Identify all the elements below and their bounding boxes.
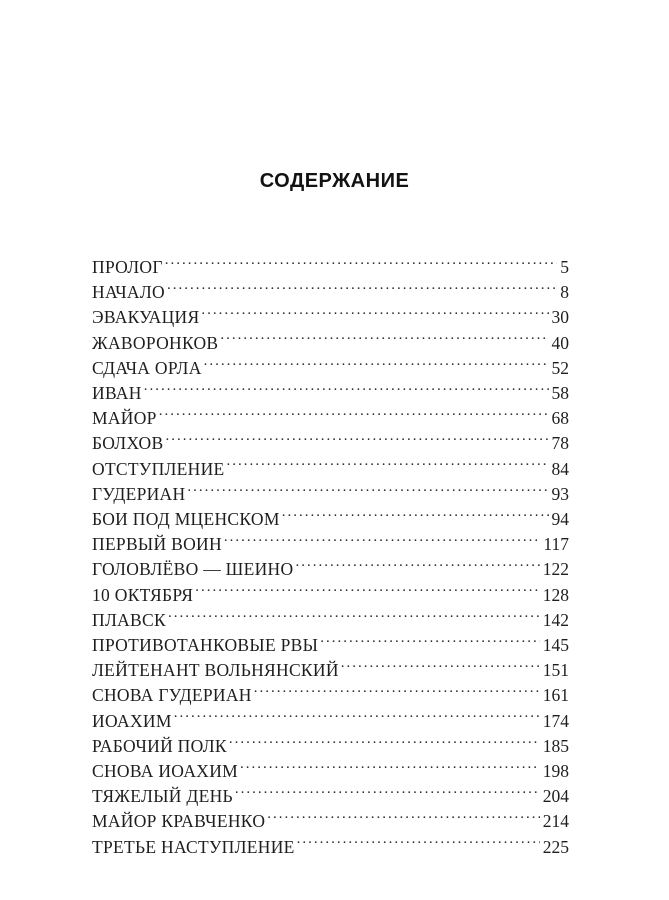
page-number: 214 (542, 811, 569, 832)
dot-leader (195, 583, 540, 601)
chapter-title: ЛЕЙТЕНАНТ ВОЛЬНЯНСКИЙ (92, 660, 339, 681)
page-number: 185 (542, 735, 569, 756)
chapter-title: 10 ОКТЯБРЯ (92, 584, 194, 605)
toc-row (92, 532, 569, 557)
toc-row (92, 784, 569, 809)
toc-row (92, 759, 569, 784)
page-number: 93 (551, 483, 569, 504)
toc-row (92, 658, 569, 683)
dot-leader (220, 331, 548, 349)
toc-row (92, 557, 569, 582)
page-number: 78 (551, 433, 569, 454)
toc-row (92, 356, 569, 381)
chapter-title: ТЯЖЕЛЫЙ ДЕНЬ (92, 786, 233, 807)
toc-row (92, 406, 569, 431)
page-number: 30 (551, 307, 569, 328)
chapter-title: ПЕРВЫЙ ВОИН (92, 534, 222, 555)
page-number: 128 (542, 584, 569, 605)
toc-row (92, 734, 569, 759)
dot-leader (174, 709, 540, 727)
chapter-title: СДАЧА ОРЛА (92, 357, 202, 378)
toc-row (92, 809, 569, 834)
toc-row (92, 709, 569, 734)
toc-row (92, 381, 569, 406)
toc-row (92, 280, 569, 305)
chapter-title: ПЛАВСК (92, 609, 166, 630)
chapter-title: ЭВАКУАЦИЯ (92, 307, 200, 328)
dot-leader (229, 734, 540, 752)
dot-leader (165, 432, 548, 450)
chapter-title: СНОВА ИОАХИМ (92, 761, 239, 782)
page-number: 52 (551, 357, 569, 378)
chapter-title: БОИ ПОД МЦЕНСКОМ (92, 509, 280, 530)
dot-leader (297, 835, 540, 853)
page-number: 84 (551, 458, 569, 479)
dot-leader (167, 281, 557, 299)
chapter-title: ОТСТУПЛЕНИЕ (92, 458, 225, 479)
chapter-title: РАБОЧИЙ ПОЛК (92, 735, 227, 756)
dot-leader (159, 407, 549, 425)
toc-row (92, 835, 569, 860)
toc-row (92, 431, 569, 456)
toc-row (92, 683, 569, 708)
page-number: 94 (551, 509, 569, 530)
toc-row (92, 583, 569, 608)
chapter-title: БОЛХОВ (92, 433, 164, 454)
dot-leader (267, 810, 539, 828)
chapter-title: ПРОТИВОТАНКОВЫЕ РВЫ (92, 635, 319, 656)
chapter-title: СНОВА ГУДЕРИАН (92, 685, 252, 706)
dot-leader (187, 482, 548, 500)
toc-row (92, 482, 569, 507)
chapter-title: ИВАН (92, 383, 142, 404)
chapter-title: ЖАВОРОНКОВ (92, 332, 219, 353)
page-number: 151 (542, 660, 569, 681)
toc-row (92, 457, 569, 482)
dot-leader (227, 457, 549, 475)
page-number: 117 (543, 534, 569, 555)
dot-leader (165, 256, 557, 274)
chapter-title: МАЙОР КРАВЧЕНКО (92, 811, 266, 832)
toc-row (92, 331, 569, 356)
dot-leader (204, 356, 549, 374)
chapter-title: ИОАХИМ (92, 710, 172, 731)
chapter-title: МАЙОР (92, 408, 157, 429)
chapter-title: ТРЕТЬЕ НАСТУПЛЕНИЕ (92, 836, 295, 857)
toc-list (0, 255, 669, 860)
dot-leader (320, 634, 540, 652)
contents-title: СОДЕРЖАНИЕ (259, 170, 410, 192)
dot-leader (235, 785, 540, 803)
dot-leader (341, 659, 540, 677)
page-number: 142 (542, 609, 569, 630)
page-number: 68 (551, 408, 569, 429)
page-number: 198 (542, 761, 569, 782)
dot-leader (282, 508, 549, 526)
page-number: 225 (542, 836, 569, 857)
page-number: 174 (542, 710, 569, 731)
page-number: 8 (560, 282, 569, 303)
page-number: 40 (551, 332, 569, 353)
page-number: 204 (542, 786, 569, 807)
chapter-title: ПРОЛОГ (92, 257, 163, 277)
dot-leader (295, 558, 539, 576)
toc-row (92, 305, 569, 330)
page-number: 145 (542, 635, 569, 656)
dot-leader (201, 306, 548, 324)
dot-leader (224, 533, 540, 551)
dot-leader (240, 760, 540, 778)
toc-row (92, 633, 569, 658)
chapter-title: НАЧАЛО (92, 282, 165, 303)
dot-leader (144, 382, 549, 400)
page-number: 5 (560, 257, 569, 277)
toc-row (92, 507, 569, 532)
toc-row (92, 255, 569, 280)
toc-row (92, 608, 569, 633)
dot-leader (254, 684, 540, 702)
chapter-title: ГОЛОВЛЁВО — ШЕИНО (92, 559, 294, 580)
dot-leader (168, 608, 540, 626)
chapter-title: ГУДЕРИАН (92, 483, 186, 504)
page-number: 58 (551, 383, 569, 404)
page-number: 122 (542, 559, 569, 580)
page-number: 161 (542, 685, 569, 706)
